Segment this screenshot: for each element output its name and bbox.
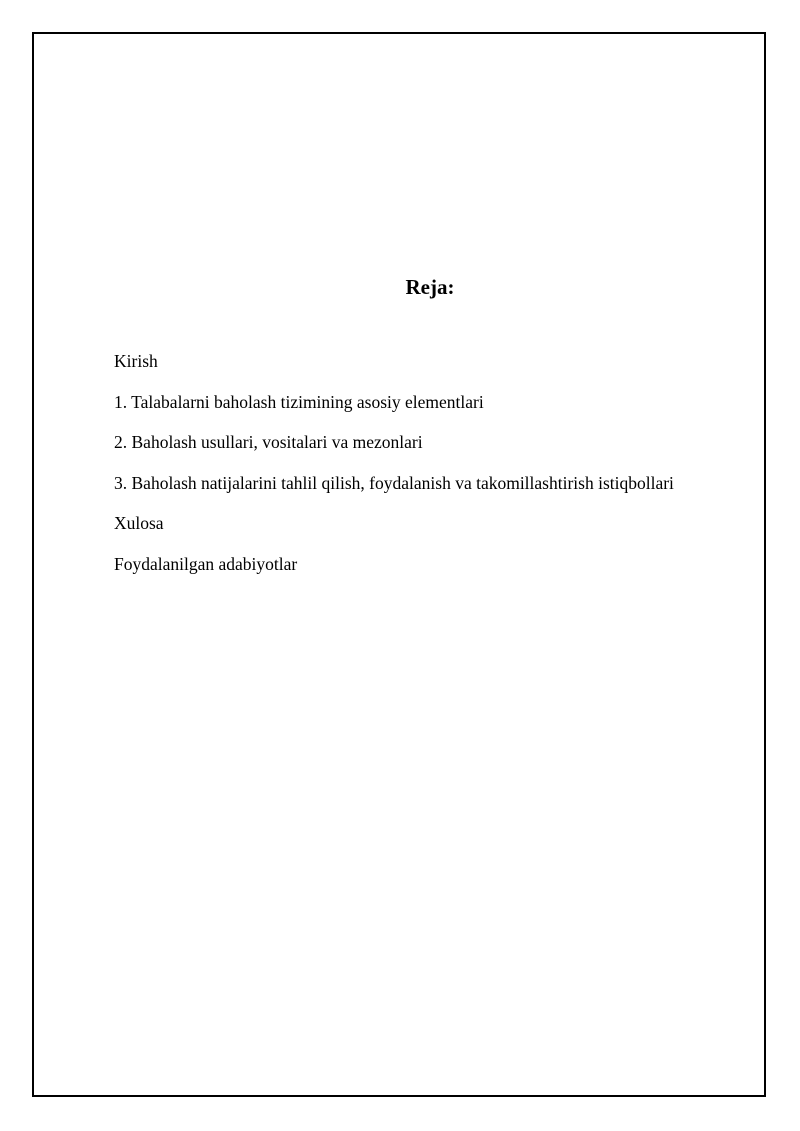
plan-item-chapter-2: 2. Baholash usullari, vositalari va mezonlari [114, 432, 423, 452]
plan-item-references: Foydalanilgan adabiyotlar [114, 553, 298, 574]
plan-list [114, 350, 674, 593]
plan-item-chapter-3: 3. Baholash natijalarini tahlil qilish, foydalanish va takomillashtirish istiqbollari [114, 472, 674, 493]
plan-item-conclusion: Xulosa [114, 513, 164, 533]
page-title: Reja: [405, 275, 455, 299]
plan-item-chapter-1: 1. Talabalarni baholash tizimining asosiy elementlari [114, 391, 484, 412]
plan-item-introduction: Kirish [114, 351, 158, 371]
